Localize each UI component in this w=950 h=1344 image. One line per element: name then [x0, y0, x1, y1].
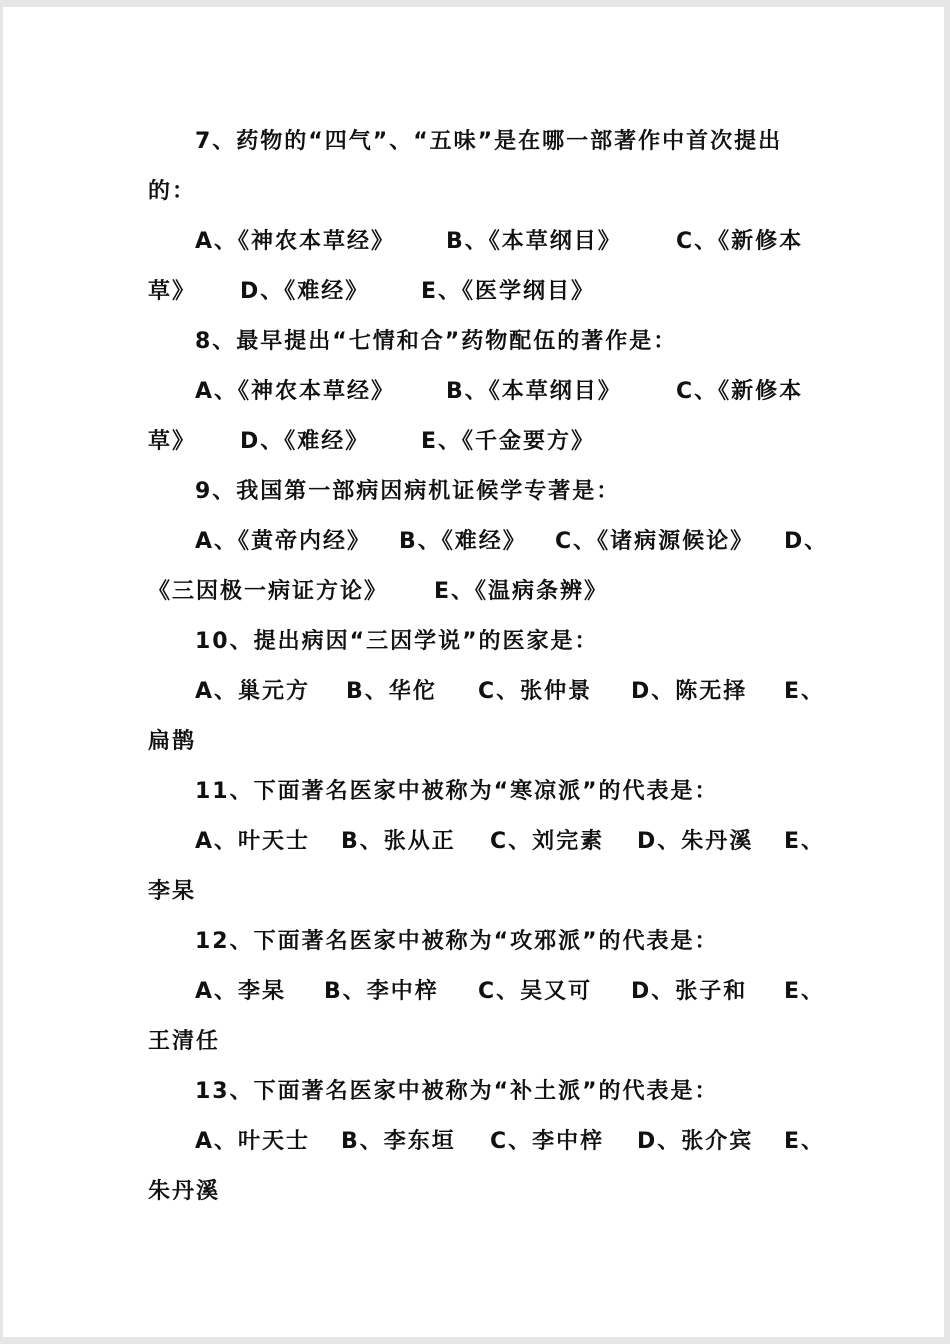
option-b: B、《本草纲目》 — [446, 229, 622, 254]
document-page — [3, 7, 944, 1337]
option-e: E、《医学纲目》 — [421, 279, 596, 304]
option-a: A、巢元方 — [195, 679, 311, 704]
question-10-stem: 10、提出病因“三因学说”的医家是： — [195, 629, 599, 654]
option-b: B、李东垣 — [341, 1129, 456, 1154]
option-e: E、《温病条辨》 — [434, 579, 609, 604]
question-9-stem: 9、我国第一部病因病机证候学专著是： — [195, 479, 621, 504]
option-e: E、 — [784, 1129, 826, 1154]
question-7-stem-cont: 的： — [148, 179, 197, 204]
option-e-cont: 李杲 — [148, 879, 197, 904]
option-d: D、张子和 — [631, 979, 748, 1004]
option-c: C、刘完素 — [490, 829, 605, 854]
option-d: D、《难经》 — [240, 279, 370, 304]
option-c-cont: 草》 — [148, 429, 197, 454]
option-e: E、《千金要方》 — [421, 429, 596, 454]
option-e: E、 — [784, 829, 826, 854]
question-13-stem: 13、下面著名医家中被称为“补土派”的代表是： — [195, 1079, 719, 1104]
option-e-cont: 朱丹溪 — [148, 1179, 221, 1204]
option-a: A、叶天士 — [195, 1129, 311, 1154]
option-c: C、李中梓 — [490, 1129, 605, 1154]
option-e-cont: 扁鹊 — [148, 729, 197, 754]
option-c: C、《新修本 — [676, 379, 804, 404]
option-d: D、朱丹溪 — [637, 829, 754, 854]
option-b: B、《难经》 — [399, 529, 527, 554]
option-b: B、李中梓 — [324, 979, 439, 1004]
option-a: A、《黄帝内经》 — [195, 529, 372, 554]
option-b: B、《本草纲目》 — [446, 379, 622, 404]
option-d: D、陈无择 — [631, 679, 748, 704]
option-c: C、《新修本 — [676, 229, 804, 254]
question-11-stem: 11、下面著名医家中被称为“寒凉派”的代表是： — [195, 779, 719, 804]
option-e: E、 — [784, 979, 826, 1004]
option-e-cont: 王清任 — [148, 1029, 221, 1054]
option-a: A、《神农本草经》 — [195, 379, 396, 404]
question-12-stem: 12、下面著名医家中被称为“攻邪派”的代表是： — [195, 929, 719, 954]
option-c: C、吴又可 — [478, 979, 593, 1004]
option-a: A、叶天士 — [195, 829, 311, 854]
option-c: C、张仲景 — [478, 679, 593, 704]
option-d: D、张介宾 — [637, 1129, 754, 1154]
option-a: A、李杲 — [195, 979, 287, 1004]
option-c: C、《诸病源候论》 — [555, 529, 755, 554]
option-d-cont: 《三因极一病证方论》 — [148, 579, 389, 604]
option-a: A、《神农本草经》 — [195, 229, 396, 254]
question-7-stem: 7、药物的“四气”、“五味”是在哪一部著作中首次提出 — [195, 129, 783, 154]
option-d: D、 — [784, 529, 829, 554]
option-e: E、 — [784, 679, 826, 704]
question-8-stem: 8、最早提出“七情和合”药物配伍的著作是： — [195, 329, 678, 354]
option-d: D、《难经》 — [240, 429, 370, 454]
option-b: B、张从正 — [341, 829, 456, 854]
option-c-cont: 草》 — [148, 279, 197, 304]
option-b: B、华佗 — [346, 679, 437, 704]
